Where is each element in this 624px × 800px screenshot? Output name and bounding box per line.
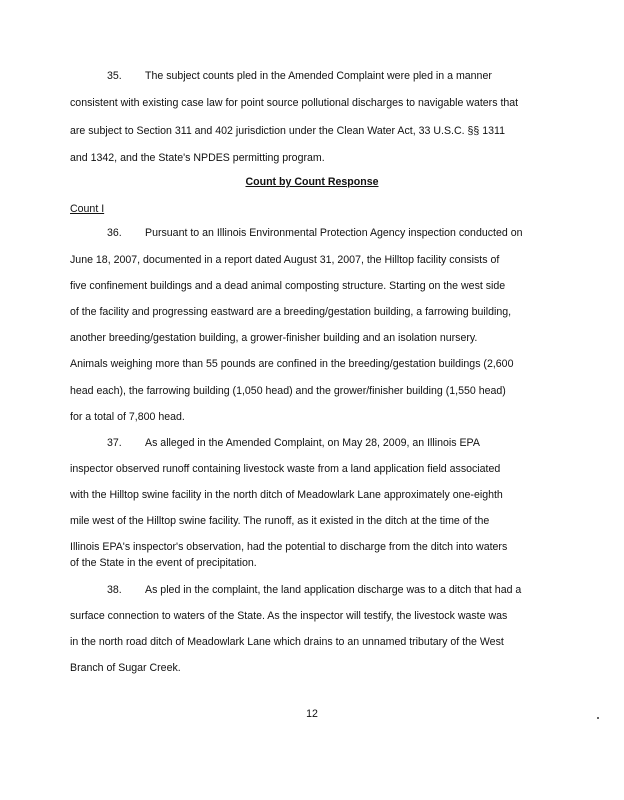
section-heading: Count by Count Response [245, 176, 379, 188]
paragraph-line: As pled in the complaint, the land application discharge was to a ditch that had a [145, 584, 522, 596]
paragraph-line: Illinois EPA's inspector's observation, had the potential to discharge from the ditch into waters [70, 541, 508, 553]
paragraph-line: are subject to Section 311 and 402 jurisdiction under the Clean Water Act, 33 U.S.C. §§ 1311 [70, 125, 505, 137]
paragraph-line: head each), the farrowing building (1,050 head) and the grower/finisher building (1,550 head) [70, 385, 506, 397]
page-number: 12 [306, 708, 318, 720]
paragraph-number: 38. [107, 584, 122, 596]
paragraph-line: As alleged in the Amended Complaint, on May 28, 2009, an Illinois EPA [145, 437, 480, 449]
paragraph-number: 36. [107, 227, 122, 239]
paragraph-number: 35. [107, 70, 122, 82]
paragraph-line: surface connection to waters of the State. As the inspector will testify, the livestock waste was [70, 610, 508, 622]
paragraph-line: and 1342, and the State's NPDES permitting program. [70, 152, 325, 164]
paragraph-line: consistent with existing case law for point source pollutional discharges to navigable waters that [70, 97, 519, 109]
paragraph-line: of the facility and progressing eastward are a breeding/gestation building, a farrowing building, [70, 306, 512, 318]
paragraph-line: inspector observed runoff containing livestock waste from a land application field associated [70, 463, 501, 475]
paragraph-line: with the Hilltop swine facility in the north ditch of Meadowlark Lane approximately one-eighth [70, 489, 503, 501]
paragraph-line: for a total of 7,800 head. [70, 411, 185, 423]
paragraph-line: The subject counts pled in the Amended Complaint were pled in a manner [145, 70, 492, 82]
paragraph-line: of the State in the event of precipitation. [70, 557, 257, 569]
paragraph-line: another breeding/gestation building, a grower-finisher building and an isolation nursery. [70, 332, 478, 344]
paragraph-line: Pursuant to an Illinois Environmental Protection Agency inspection conducted on [145, 227, 523, 239]
paragraph-line: June 18, 2007, documented in a report dated August 31, 2007, the Hilltop facility consists of [70, 254, 500, 266]
paragraph-line: mile west of the Hilltop swine facility. The runoff, as it existed in the ditch at the time of the [70, 515, 490, 527]
paragraph-line: five confinement buildings and a dead animal composting structure. Starting on the west side [70, 280, 506, 292]
paragraph-line: Branch of Sugar Creek. [70, 662, 181, 674]
count-label: Count I [70, 203, 105, 215]
scan-speck [597, 717, 599, 719]
paragraph-line: Animals weighing more than 55 pounds are confined in the breeding/gestation buildings (2,600 [70, 358, 514, 370]
paragraph-line: in the north road ditch of Meadowlark Lane which drains to an unnamed tributary of the West [70, 636, 504, 648]
paragraph-number: 37. [107, 437, 122, 449]
